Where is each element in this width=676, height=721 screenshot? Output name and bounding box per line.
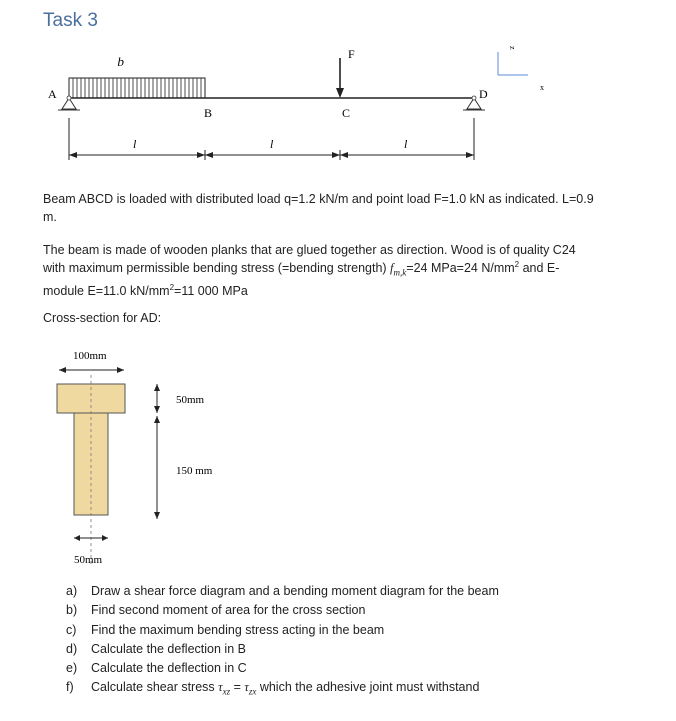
question-text-end: which the adhesive joint must withstand: [256, 680, 480, 695]
question-b: [66, 601, 499, 620]
tau-subscript: zx: [248, 686, 257, 697]
superscript-2: 2: [514, 259, 520, 269]
question-d: [66, 640, 499, 659]
label-l-bc: l: [270, 137, 274, 151]
label-l-ab: l: [133, 137, 137, 151]
page-title: Task 3: [43, 10, 98, 31]
question-list: [66, 582, 499, 702]
flange-height-dimension: [154, 384, 160, 413]
fmk-subscript: m,k: [393, 267, 407, 278]
equals-sign: =: [230, 680, 245, 695]
label-x: x: [540, 83, 544, 92]
fmk-symbol: f: [390, 261, 394, 275]
web-height-label: 150 mm: [176, 465, 213, 477]
tau-symbol: τ: [244, 680, 249, 695]
material-line-2-post: =24 MPa=24 N/mm: [406, 261, 515, 275]
question-letter: f): [66, 680, 74, 695]
question-c: [66, 621, 499, 640]
question-e: [66, 659, 499, 678]
question-letter: d): [66, 641, 78, 656]
question-text: Find second moment of area for the cross section: [91, 603, 366, 618]
width-label: 100mm: [73, 350, 107, 362]
material-line-1: The beam is made of wooden planks that are glued together as direction. Wood is of quality C24: [43, 243, 576, 257]
label-c: C: [342, 106, 351, 120]
label-z: z: [508, 46, 517, 50]
question-f: [66, 678, 499, 702]
statement-line-1: Beam ABCD is loaded with distributed load q=1.2 kN/m and point load F=1.0 kN as indicated. L=0.9: [43, 192, 594, 206]
width-dimension: [59, 367, 124, 373]
web: [74, 413, 108, 515]
statement-line-2: m.: [43, 210, 57, 224]
label-q: q: [117, 57, 124, 72]
tau-symbol: τ: [218, 680, 223, 695]
material-line-2-pre: with maximum permissible bending stress (=bending strength): [43, 261, 391, 275]
question-text: Draw a shear force diagram and a bending moment diagram for the beam: [91, 584, 499, 598]
question-letter: e): [66, 661, 78, 676]
label-a: A: [48, 87, 57, 101]
question-text: Calculate shear stress: [91, 680, 219, 695]
cross-section-heading: Cross-section for AD:: [43, 311, 162, 325]
web-width-label: 50mm: [74, 554, 103, 566]
tau-subscript: xz: [222, 686, 231, 697]
web-height-dimension: [154, 416, 160, 519]
material-line-2-end: and E-: [519, 261, 560, 275]
label-l-cd: l: [404, 137, 408, 151]
question-letter: a): [66, 584, 78, 598]
question-letter: b): [66, 603, 78, 618]
question-a: [66, 582, 499, 601]
label-b: B: [204, 106, 213, 120]
label-f: F: [348, 47, 355, 61]
question-letter: c): [66, 622, 77, 637]
question-text: Calculate the deflection in B: [91, 641, 246, 656]
question-text: Find the maximum bending stress acting in the beam: [91, 622, 385, 637]
label-d: D: [479, 87, 488, 101]
flange-height-label: 50mm: [176, 394, 205, 406]
question-text: Calculate the deflection in C: [91, 661, 247, 676]
material-line-3-pre: module E=11.0 kN/mm: [43, 283, 170, 298]
web-width-dimension: [74, 535, 108, 541]
superscript-2: 2: [169, 282, 175, 292]
material-line-3-post: =11 000 MPa: [174, 283, 248, 298]
